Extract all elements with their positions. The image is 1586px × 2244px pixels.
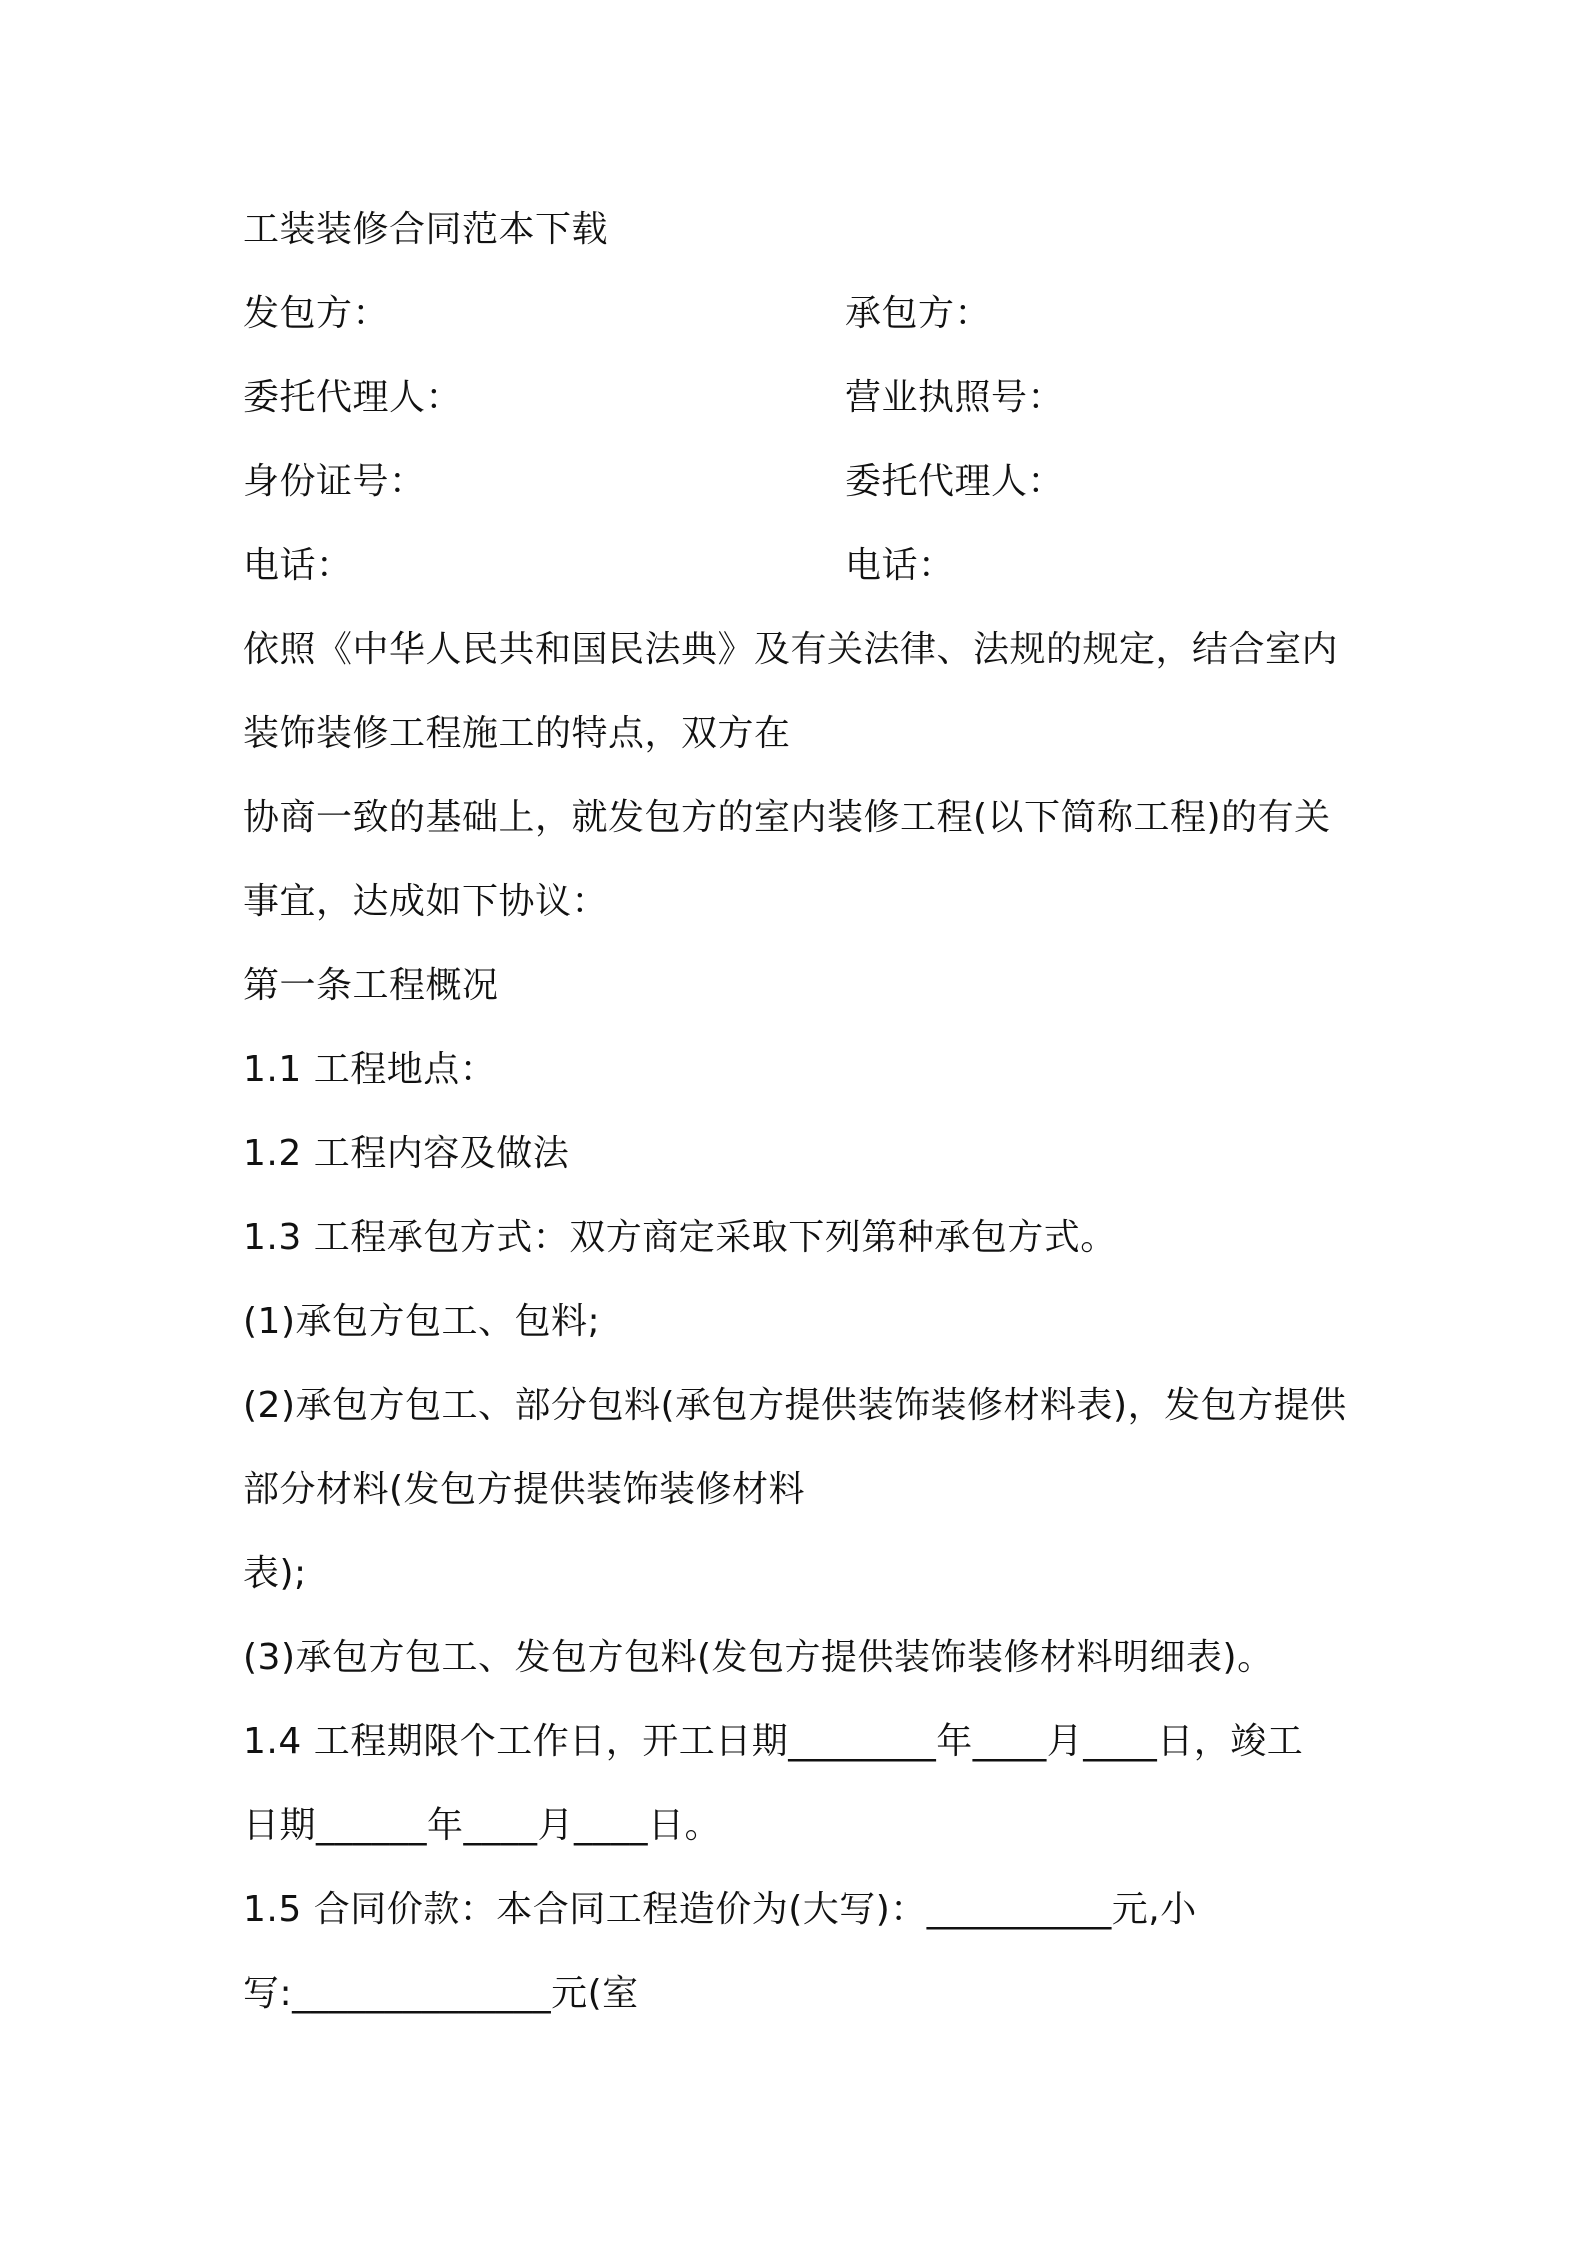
clause-line: 日期______年____月____日。 bbox=[243, 1805, 722, 1846]
paragraph-line: 协商一致的基础上，就发包方的室内装修工程(以下简称工程)的有关 bbox=[243, 797, 1331, 838]
contractor-agent-label: 委托代理人： bbox=[845, 461, 1065, 502]
paragraph-line: 事宜，达成如下协议： bbox=[243, 881, 609, 922]
employer-phone-label: 电话： bbox=[243, 545, 353, 586]
business-license-label: 营业执照号： bbox=[845, 377, 1065, 418]
clause-line: (3)承包方包工、发包方包料(发包方提供装饰装修材料明细表)。 bbox=[243, 1637, 1274, 1678]
clause-line: 1.3 工程承包方式：双方商定采取下列第种承包方式。 bbox=[243, 1217, 1117, 1258]
paragraph-line: 装饰装修工程施工的特点，双方在 bbox=[243, 713, 791, 754]
section-heading: 第一条工程概况 bbox=[243, 965, 499, 1006]
clause-line: 写:______________元(室 bbox=[243, 1973, 639, 2014]
clause-line: 1.2 工程内容及做法 bbox=[243, 1133, 570, 1174]
clause-line: 表); bbox=[243, 1553, 307, 1594]
employer-label: 发包方： bbox=[243, 293, 390, 334]
contractor-phone-label: 电话： bbox=[845, 545, 955, 586]
clause-line: 部分材料(发包方提供装饰装修材料 bbox=[243, 1469, 806, 1510]
clause-line: 1.5 合同价款：本合同工程造价为(大写)：__________元,小 bbox=[243, 1889, 1197, 1930]
clause-line: (2)承包方包工、部分包料(承包方提供装饰装修材料表)，发包方提供 bbox=[243, 1385, 1347, 1426]
contractor-label: 承包方： bbox=[845, 293, 992, 334]
clause-line: (1)承包方包工、包料; bbox=[243, 1301, 601, 1342]
clause-line: 1.1 工程地点： bbox=[243, 1049, 497, 1090]
clause-line: 1.4 工程期限个工作日，开工日期________年____月____日，竣工 bbox=[243, 1721, 1304, 1762]
id-number-label: 身份证号： bbox=[243, 461, 426, 502]
paragraph-line: 依照《中华人民共和国民法典》及有关法律、法规的规定，结合室内 bbox=[243, 629, 1339, 670]
employer-agent-label: 委托代理人： bbox=[243, 377, 463, 418]
document-title: 工装装修合同范本下载 bbox=[243, 209, 609, 250]
